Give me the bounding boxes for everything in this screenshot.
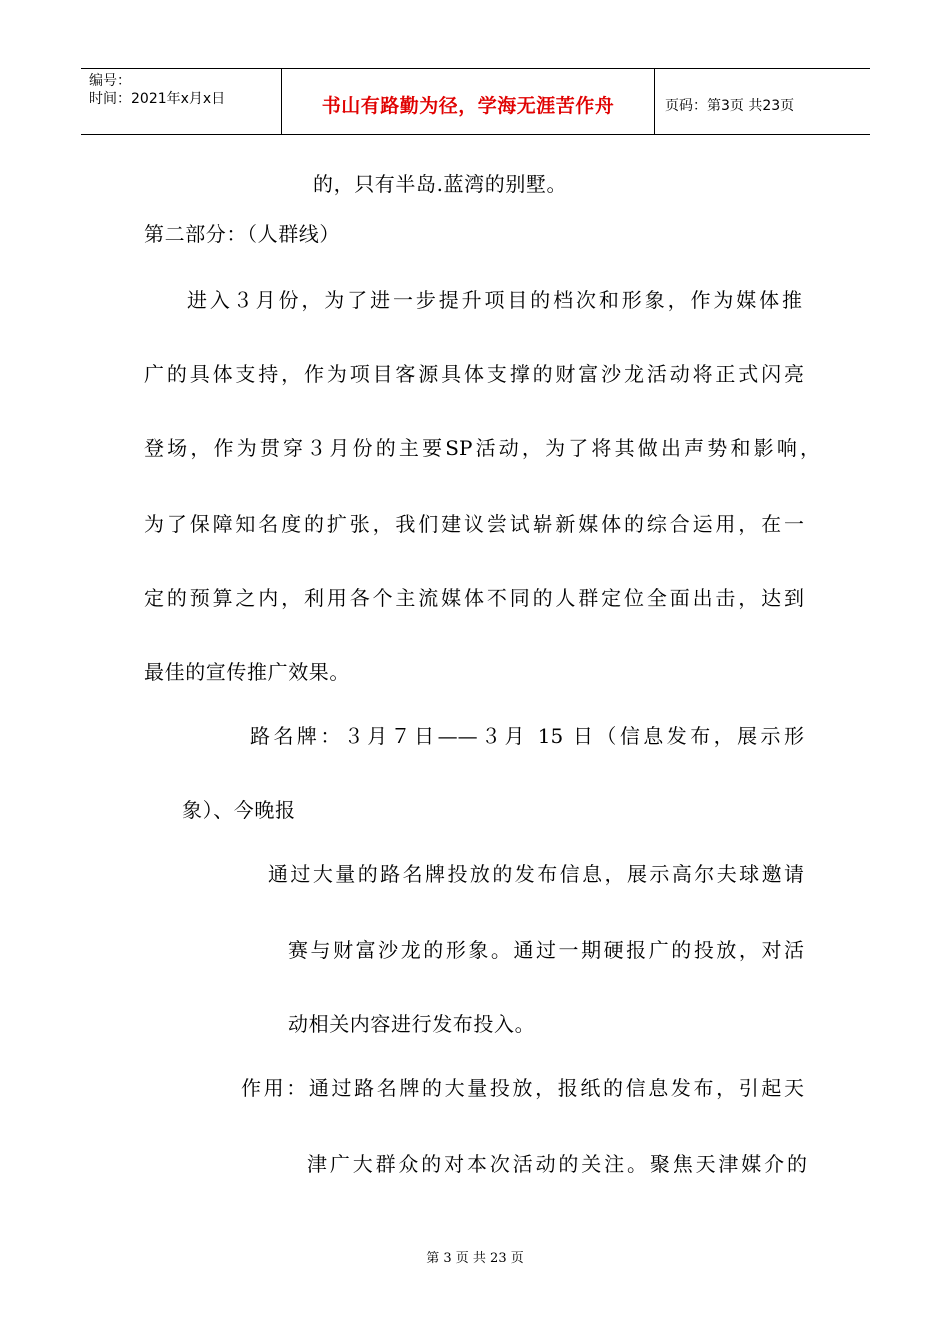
header-meta-cell	[81, 69, 282, 134]
body-line-11: 通过大量的路名牌投放的发布信息，展示高尔夫球邀请	[268, 862, 804, 886]
body-line-1: 的，只有半岛.蓝湾的别墅。	[313, 172, 568, 196]
body-line-15: 津广大群众的对本次活动的关注。聚焦天津媒介的	[307, 1152, 807, 1176]
header-page-info: 页码：第3页 共23页	[665, 98, 795, 114]
body-line-7: 定的预算之内，利用各个主流媒体不同的人群定位全面出击，达到	[144, 586, 804, 610]
body-line-13: 动相关内容进行发布投入。	[288, 1012, 536, 1036]
body-line-12: 赛与财富沙龙的形象。通过一期硬报广的投放，对活	[288, 938, 804, 962]
body-line-10: 象）、今晚报	[182, 798, 296, 822]
body-line-14: 作用：通过路名牌的大量投放，报纸的信息发布，引起天	[241, 1076, 804, 1100]
body-line-5: 登场，作为贯穿３月份的主要SP活动，为了将其做出声势和影响，	[144, 436, 820, 460]
body-line-3: 进入３月份，为了进一步提升项目的档次和形象，作为媒体推	[187, 288, 802, 312]
section-heading: 第二部分：（人群线）	[144, 222, 340, 246]
body-line-4: 广的具体支持，作为项目客源具体支撑的财富沙龙活动将正式闪亮	[144, 362, 804, 386]
header-page-cell	[655, 69, 870, 134]
page-footer-number: 第 3 页 共 23 页	[426, 1251, 524, 1266]
page-header	[81, 68, 870, 135]
body-line-8: 最佳的宣传推广效果。	[144, 660, 350, 684]
body-line-9: 路名牌：３月７日——３月 15 日（信息发布，展示形	[250, 724, 804, 748]
document-date-label: 时间：2021年x月x日	[89, 91, 226, 107]
header-motto-cell	[282, 69, 655, 134]
body-line-6: 为了保障知名度的扩张，我们建议尝试崭新媒体的综合运用，在一	[144, 512, 804, 536]
document-number-label: 编号：	[89, 73, 131, 89]
header-motto: 书山有路勤为径，学海无涯苦作舟	[321, 95, 615, 117]
